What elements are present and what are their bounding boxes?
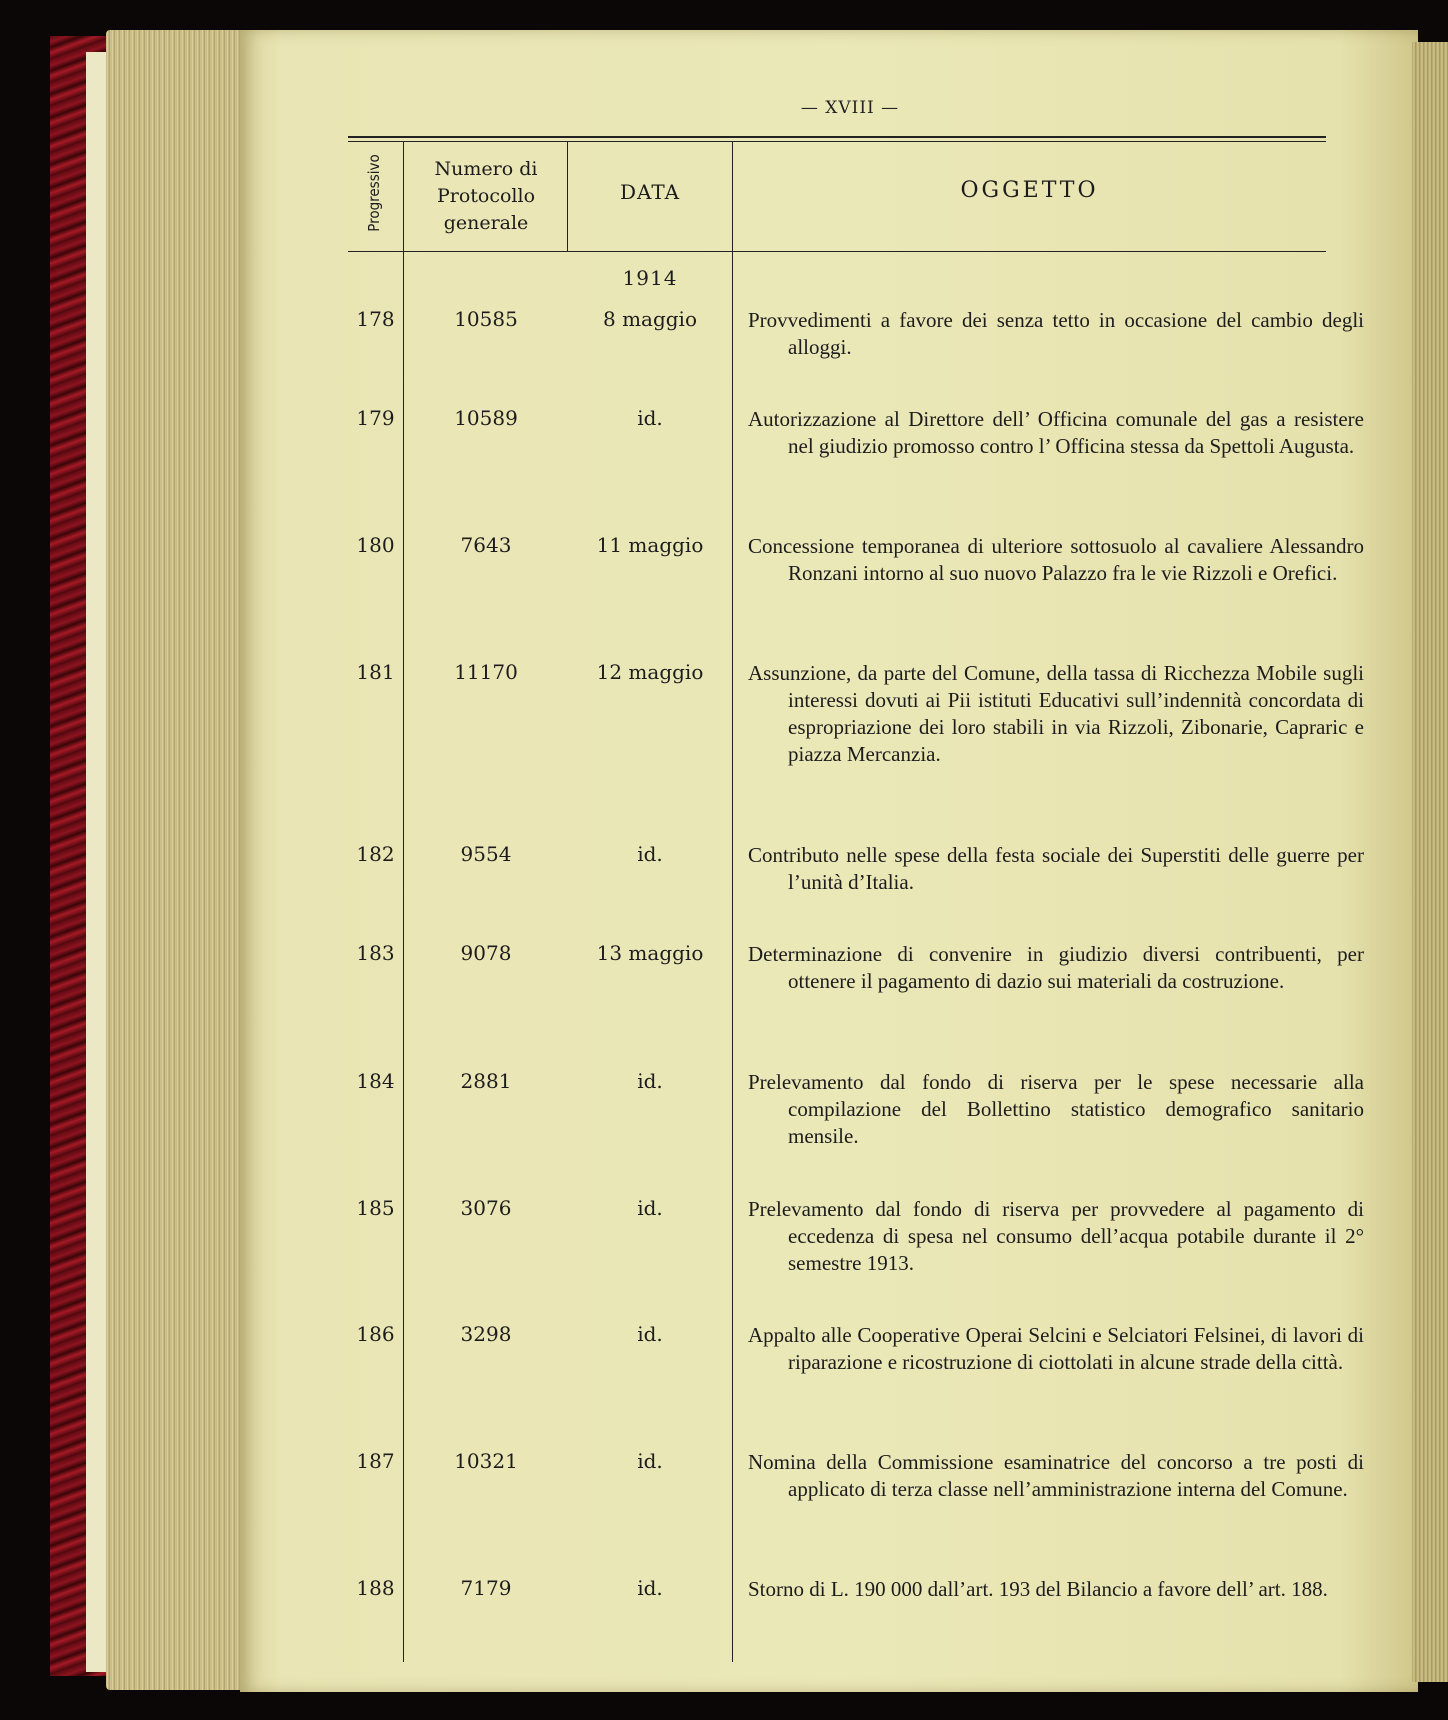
header-progressivo: Progressivo	[365, 154, 383, 232]
cell-data: 13 maggio	[596, 941, 704, 965]
cell-data: 12 maggio	[596, 660, 704, 684]
column-divider-progressivo	[403, 142, 404, 1662]
cell-oggetto: Determinazione di convenire in giudizio diversi contribuenti, per ottenere il pagamento di dazio sui materiali da costruzione.	[748, 942, 1364, 993]
cell-progressivo: 186	[356, 1322, 395, 1346]
cell-numero: 10589	[454, 406, 518, 430]
cell-data: id.	[637, 1449, 663, 1473]
cell-progressivo: 187	[356, 1449, 395, 1473]
cell-progressivo: 183	[356, 941, 395, 965]
cell-data: id.	[637, 406, 663, 430]
cell-data: id.	[637, 1069, 663, 1093]
cell-progressivo: 178	[356, 307, 395, 331]
cell-oggetto: Contributo nelle spese della festa sociale dei Superstiti delle guerre per l’unità d’Italia.	[748, 843, 1364, 894]
cell-data: 8 maggio	[602, 307, 697, 331]
cell-data: id.	[637, 1576, 663, 1600]
cell-progressivo: 180	[356, 533, 395, 557]
cell-data: 11 maggio	[596, 533, 704, 557]
cell-numero: 7643	[460, 533, 512, 557]
page-stack-left	[106, 30, 246, 1690]
cell-numero: 11170	[454, 660, 518, 684]
year-label: 1914	[622, 266, 678, 290]
cell-numero: 10321	[454, 1449, 518, 1473]
cell-oggetto: Prelevamento dal fondo di riserva per le spese necessarie alla compilazione del Bollettino statistico demografico sanitario mensile.	[748, 1070, 1364, 1148]
cell-oggetto: Autorizzazione al Direttore dell’ Officina comunale del gas a resistere nel giudizio promosso contro l’ Officina stessa da Spettoli Augusta.	[748, 407, 1364, 458]
column-divider-data	[732, 142, 733, 1662]
header-numero: Numero di Protocollo generale	[434, 158, 538, 234]
cell-oggetto: Concessione temporanea di ulteriore sottosuolo al cavaliere Alessandro Ronzani intorno al suo nuovo Palazzo fra le vie Rizzoli e Orefici.	[748, 534, 1364, 585]
cell-numero: 2881	[460, 1069, 512, 1093]
cell-oggetto: Storno di L. 190 000 dall’art. 193 del Bilancio a favore dell’ art. 188.	[748, 1577, 1328, 1601]
cell-numero: 9078	[460, 941, 512, 965]
table-header-rule	[348, 251, 1326, 252]
cell-numero: 10585	[454, 307, 518, 331]
header-oggetto: OGGETTO	[960, 178, 1099, 203]
cell-progressivo: 185	[356, 1196, 395, 1220]
header-data: DATA	[619, 180, 681, 204]
cell-oggetto: Nomina della Commissione esaminatrice del concorso a tre posti di applicato di terza classe nell’amministrazione interna del Comune.	[748, 1450, 1364, 1501]
flyleaf	[86, 52, 108, 1672]
cell-progressivo: 184	[356, 1069, 395, 1093]
cell-numero: 3076	[460, 1196, 512, 1220]
cell-oggetto: Prelevamento dal fondo di riserva per provvedere al pagamento di eccedenza di spesa nel consumo dell’acqua potabile durante il 2° semestre 1913.	[748, 1197, 1364, 1275]
page-number: — XVIII —	[800, 98, 900, 118]
cell-oggetto: Appalto alle Cooperative Operai Selcini e Selciatori Felsinei, di lavori di riparazione e ricostruzione di ciottolati in alcune strade della città.	[748, 1323, 1364, 1374]
table-top-rule	[348, 136, 1326, 138]
cell-progressivo: 182	[356, 842, 395, 866]
cell-numero: 9554	[460, 842, 512, 866]
cell-numero: 7179	[460, 1576, 512, 1600]
cell-progressivo: 181	[356, 660, 395, 684]
cell-numero: 3298	[460, 1322, 512, 1346]
page-stack-right	[1412, 42, 1448, 1682]
cell-progressivo: 179	[356, 406, 395, 430]
cell-data: id.	[637, 1322, 663, 1346]
cell-progressivo: 188	[356, 1576, 395, 1600]
cell-data: id.	[637, 1196, 663, 1220]
cell-oggetto: Assunzione, da parte del Comune, della tassa di Ricchezza Mobile sugli interessi dovuti ai Pii istituti Educativi sull’indennità concordata di espropriazione dei loro stabili in via Rizzoli, Zibonarie, Capraric e piazza Mercanzia.	[748, 661, 1364, 766]
table-top-rule-thin	[348, 141, 1326, 142]
cell-oggetto: Provvedimenti a favore dei senza tetto in occasione del cambio degli alloggi.	[748, 308, 1364, 359]
cell-data: id.	[637, 842, 663, 866]
